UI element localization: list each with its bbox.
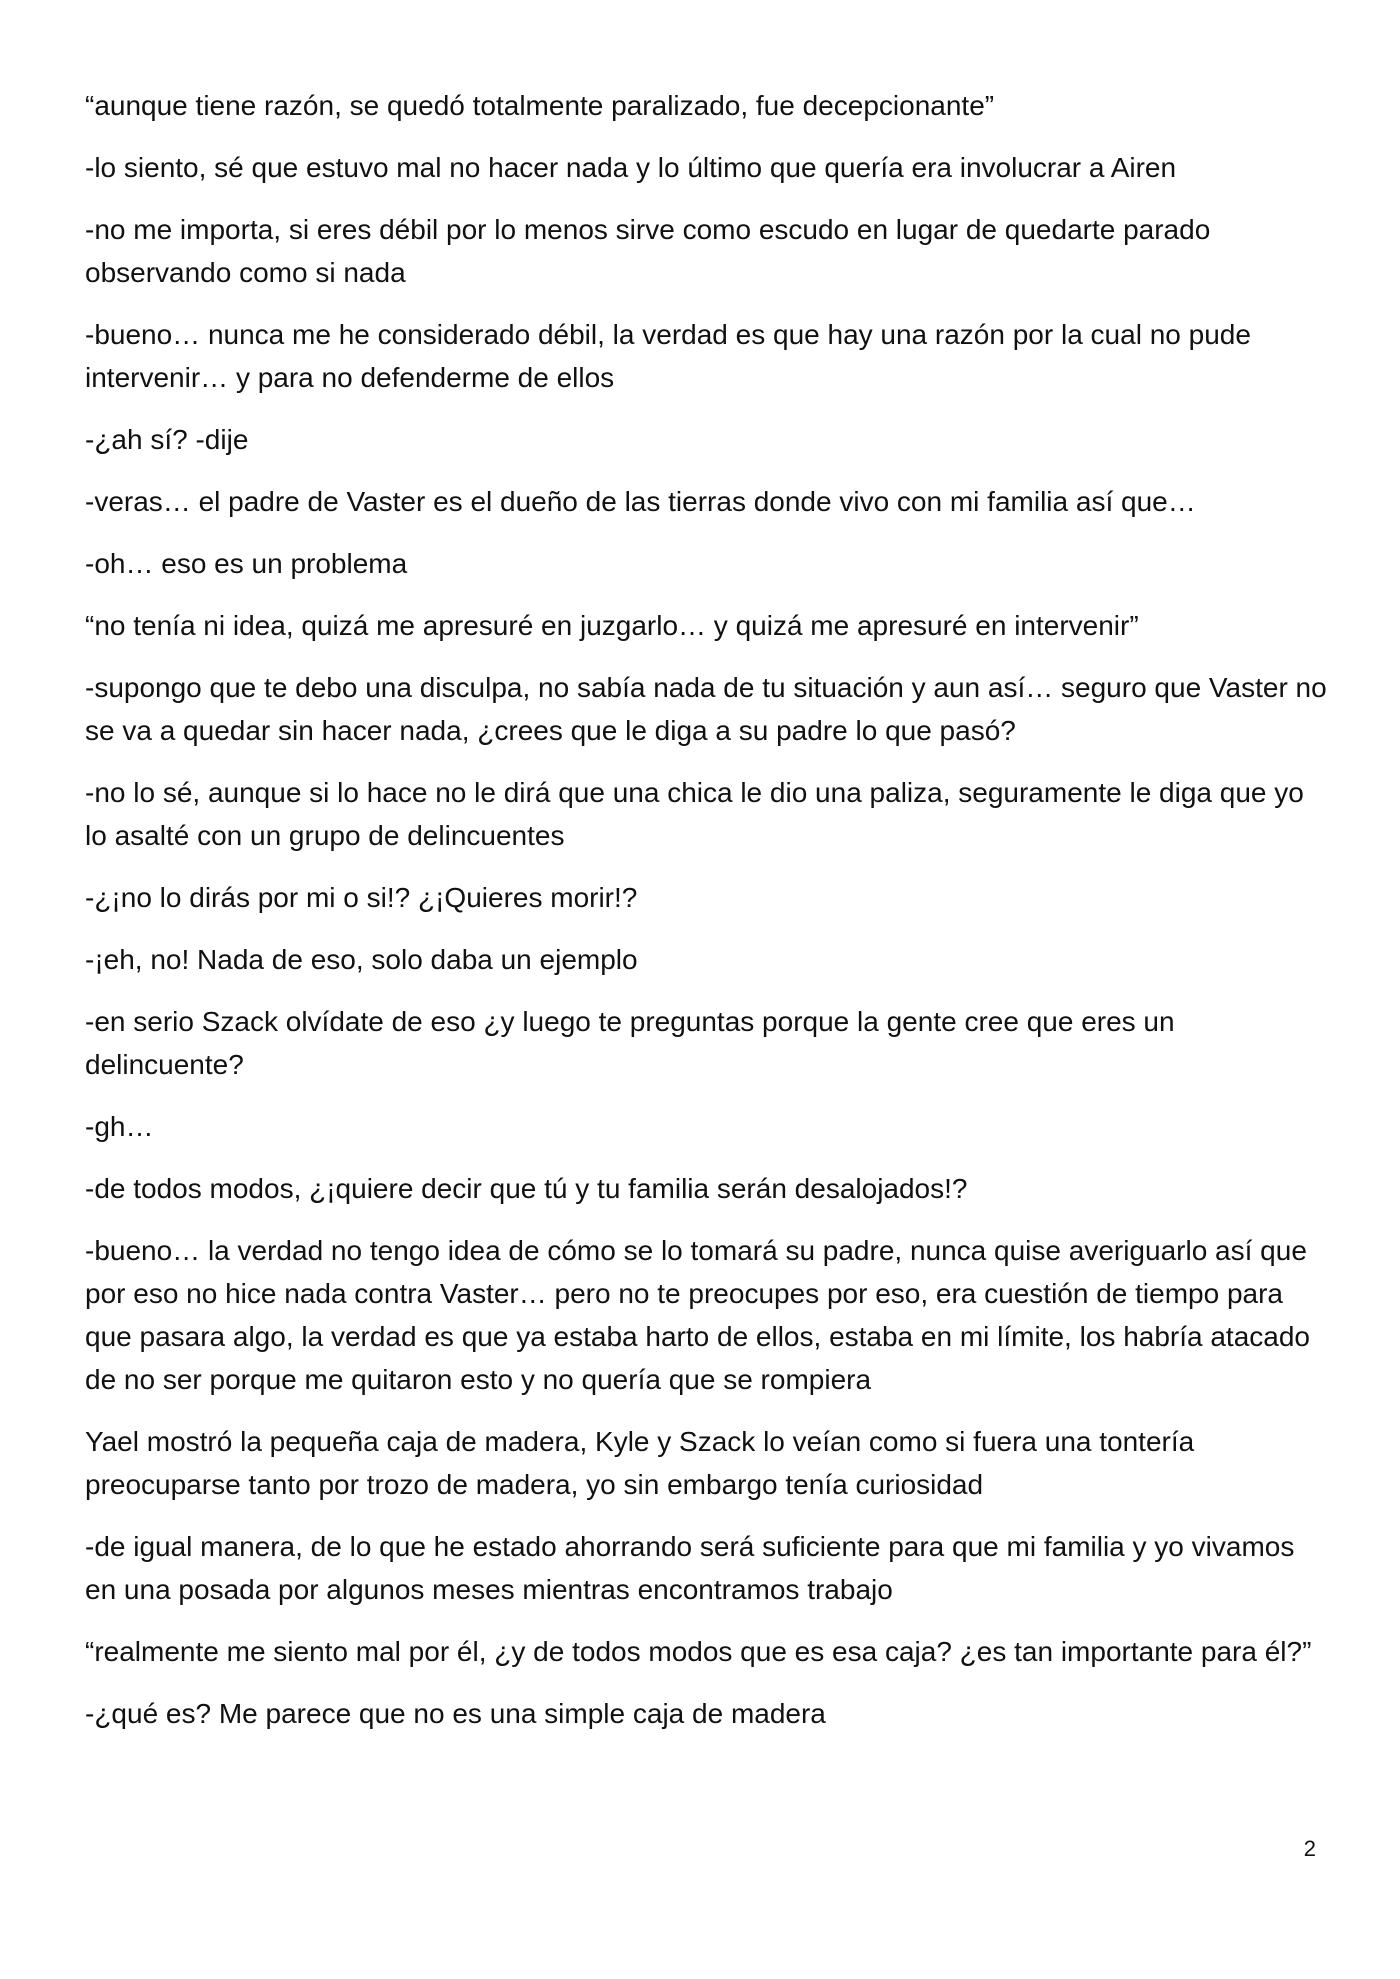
- document-body: [85, 84, 1330, 1754]
- paragraph: “no tenía ni idea, quizá me apresuré en juzgarlo… y quizá me apresuré en intervenir”: [85, 610, 1139, 641]
- paragraph: -¡eh, no! Nada de eso, solo daba un ejemplo: [85, 944, 638, 975]
- paragraph: -¿qué es? Me parece que no es una simple caja de madera: [85, 1698, 826, 1729]
- paragraph: -no lo sé, aunque si lo hace no le dirá que una chica le dio una paliza, seguramente le diga que yo lo asalté con un grupo de delincuentes: [85, 777, 1304, 851]
- paragraph: “realmente me siento mal por él, ¿y de todos modos que es esa caja? ¿es tan importante para él?”: [85, 1636, 1312, 1667]
- paragraph: -en serio Szack olvídate de eso ¿y luego te preguntas porque la gente cree que eres un delincuente?: [85, 1006, 1175, 1080]
- paragraph: -bueno… la verdad no tengo idea de cómo se lo tomará su padre, nunca quise averiguarlo así que por eso no hice nada contra Vaster… pero no te preocupes por eso, era cuestión de tiempo para que pasara algo, la verdad es que ya estaba harto de ellos, estaba en mi límite, los habría atacado de no ser porque me quitaron esto y no quería que se rompiera: [85, 1235, 1310, 1395]
- paragraph: -oh… eso es un problema: [85, 548, 408, 579]
- paragraph: -no me importa, si eres débil por lo menos sirve como escudo en lugar de quedarte parado observando como si nada: [85, 214, 1211, 288]
- paragraph: -¿ah sí? -dije: [85, 424, 249, 455]
- paragraph: -¿¡no lo dirás por mi o si!? ¿¡Quieres morir!?: [85, 882, 638, 913]
- paragraph: -bueno… nunca me he considerado débil, la verdad es que hay una razón por la cual no pude intervenir… y para no defenderme de ellos: [85, 319, 1251, 393]
- paragraph: -supongo que te debo una disculpa, no sabía nada de tu situación y aun así… seguro que Vaster no se va a quedar sin hacer nada, ¿crees que le diga a su padre lo que pasó?: [85, 672, 1327, 746]
- paragraph: -de igual manera, de lo que he estado ahorrando será suficiente para que mi familia y yo vivamos en una posada por algunos meses mientras encontramos trabajo: [85, 1531, 1295, 1605]
- paragraph: “aunque tiene razón, se quedó totalmente paralizado, fue decepcionante”: [85, 90, 995, 121]
- paragraph: -de todos modos, ¿¡quiere decir que tú y tu familia serán desalojados!?: [85, 1173, 968, 1204]
- paragraph: -gh…: [85, 1111, 154, 1142]
- paragraph: Yael mostró la pequeña caja de madera, Kyle y Szack lo veían como si fuera una tontería preocuparse tanto por trozo de madera, yo sin embargo tenía curiosidad: [85, 1426, 1195, 1500]
- paragraph: -lo siento, sé que estuvo mal no hacer nada y lo último que quería era involucrar a Airen: [85, 152, 1177, 183]
- paragraph: -veras… el padre de Vaster es el dueño de las tierras donde vivo con mi familia así que…: [85, 486, 1196, 517]
- page-number: 2: [1303, 1836, 1316, 1861]
